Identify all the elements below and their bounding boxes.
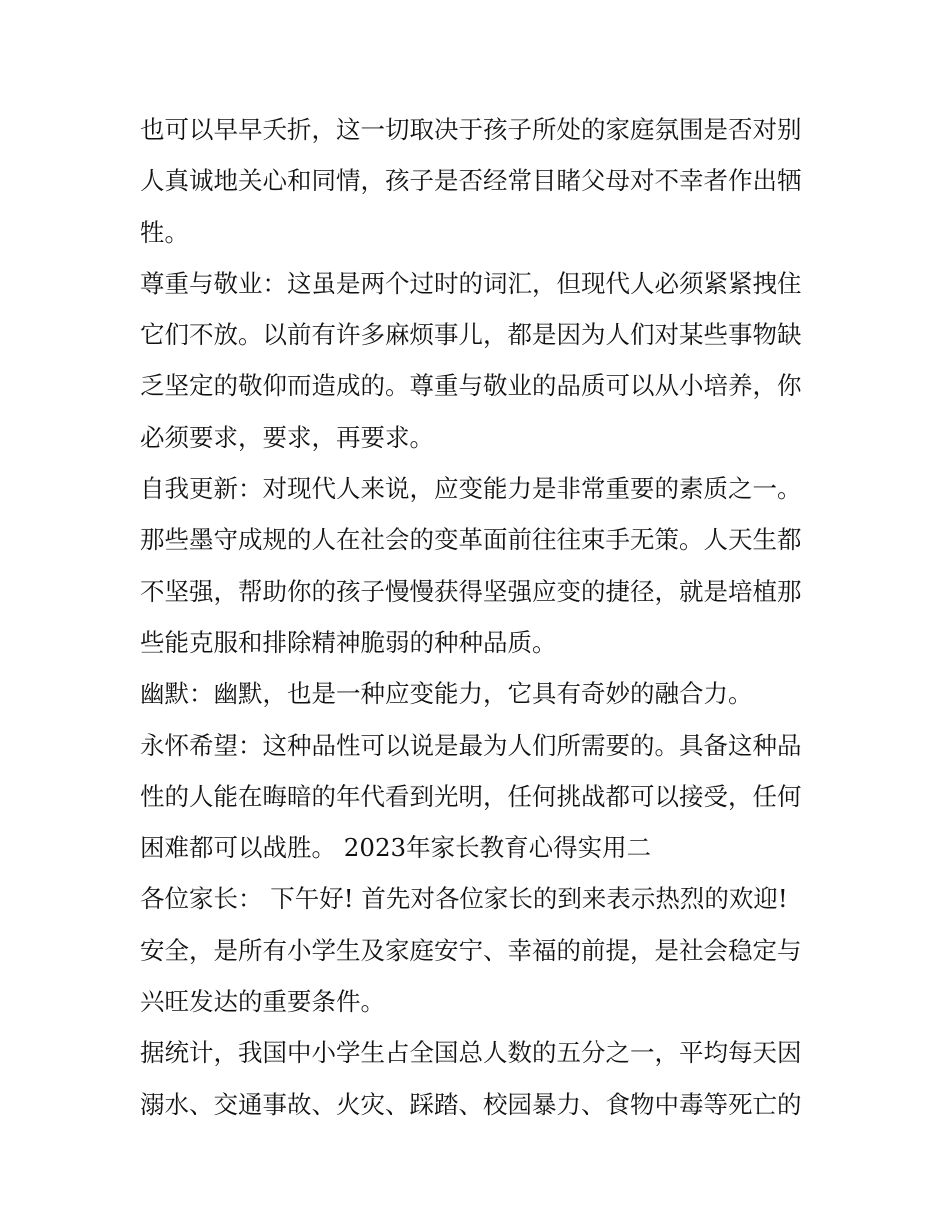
text-line: 永怀希望：这种品性可以说是最为人们所需要的。具备这种品 — [140, 730, 802, 760]
text-line: 据统计，我国中小学生占全国总人数的五分之一，平均每天因 — [140, 1038, 802, 1068]
text-line: 乏坚定的敬仰而造成的。尊重与敬业的品质可以从小培养，你 — [140, 371, 802, 401]
text-line: 困难都可以战胜。 2023年家长教育心得实用二 — [140, 833, 652, 863]
text-line: 不坚强，帮助你的孩子慢慢获得坚强应变的捷径，就是培植那 — [140, 576, 802, 606]
text-line: 也可以早早夭折，这一切取决于孩子所处的家庭氛围是否对别 — [140, 115, 802, 144]
text-line: 幽默：幽默，也是一种应变能力，它具有奇妙的融合力。 — [140, 679, 753, 709]
text-line: 自我更新：对现代人来说，应变能力是非常重要的素质之一。 — [140, 474, 802, 504]
text-line: 那些墨守成规的人在社会的变革面前往往束手无策。人天生都 — [140, 525, 802, 555]
text-line: 牲。 — [140, 217, 189, 247]
text-line: 安全，是所有小学生及家庭安宁、幸福的前提，是社会稳定与 — [140, 935, 802, 965]
text-line: 性的人能在晦暗的年代看到光明，任何挑战都可以接受，任何 — [140, 781, 802, 811]
text-line: 必须要求，要求，再要求。 — [140, 422, 434, 452]
text-line: 兴旺发达的重要条件。 — [140, 987, 385, 1017]
text-line: 各位家长： 下午好! 首先对各位家长的到来表示热烈的欢迎! — [140, 884, 788, 914]
document-body — [140, 104, 820, 1130]
text-line: 人真诚地关心和同情，孩子是否经常目睹父母对不幸者作出牺 — [140, 166, 802, 196]
text-line: 它们不放。以前有许多麻烦事儿，都是因为人们对某些事物缺 — [140, 320, 802, 350]
text-line: 尊重与敬业：这虽是两个过时的词汇，但现代人必须紧紧拽住 — [140, 268, 802, 298]
text-line: 些能克服和排除精神脆弱的种种品质。 — [140, 627, 557, 657]
text-line: 溺水、交通事故、火灾、踩踏、校园暴力、食物中毒等死亡的 — [140, 1089, 802, 1119]
